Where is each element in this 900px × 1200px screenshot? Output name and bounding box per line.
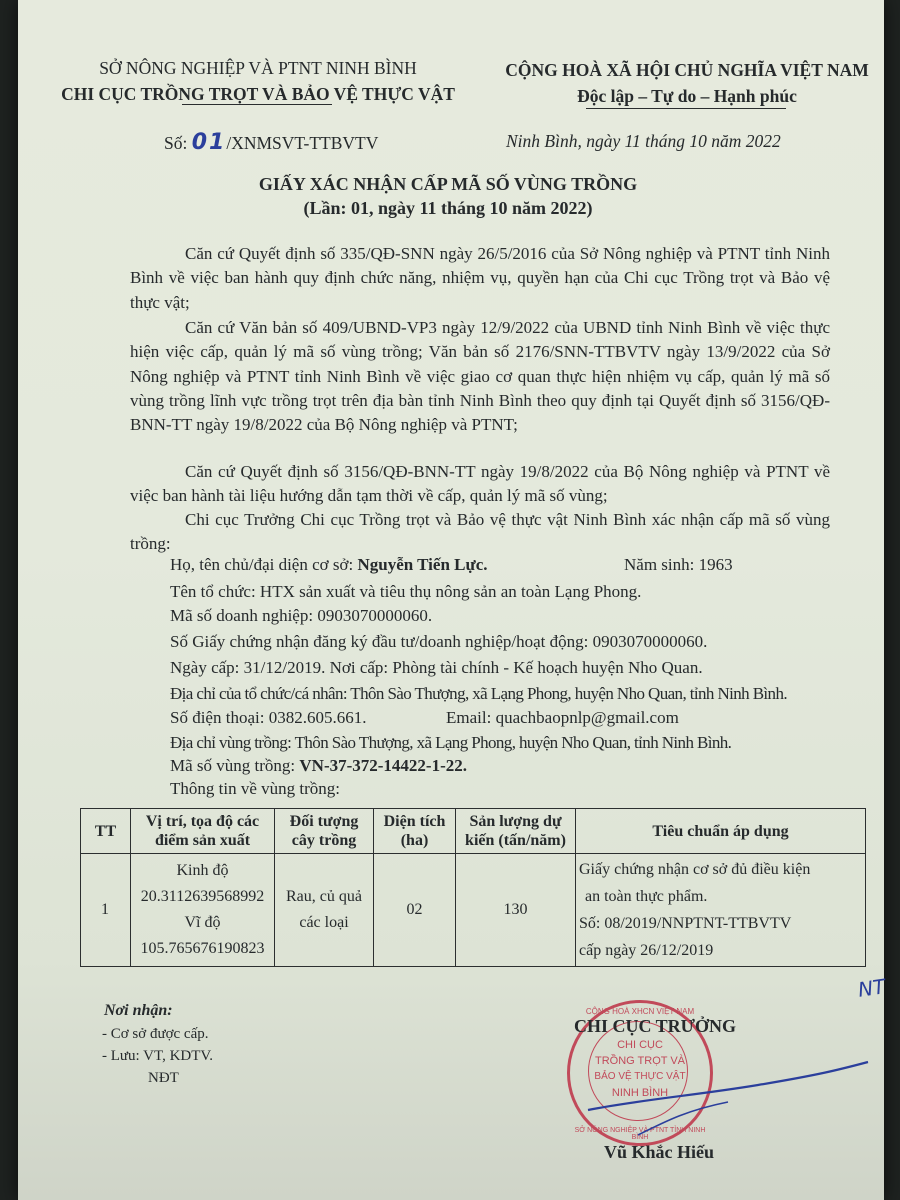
stamp-bottom-arc: SỞ NÔNG NGHIỆP VÀ PTNT TỈNH NINH BÌNH [574, 1127, 706, 1141]
margin-initials: NT [856, 974, 887, 1002]
owner-line [170, 555, 487, 575]
table-header-row [81, 809, 866, 854]
table-row [81, 854, 866, 967]
handwritten-number: 01 [191, 130, 227, 155]
recipient-item: - Lưu: VT, KDTV. [102, 1048, 214, 1064]
signature-scribble [578, 1040, 878, 1150]
birth-label: Năm sinh: [624, 555, 695, 574]
cell-standard: Giấy chứng nhận cơ sở đủ điều kiện an toàn thực phẩm. Số: 08/2019/NNPTNT-TTBVTV cấp ngày 26/12/2019 [576, 854, 866, 967]
zone-code: VN-37-372-14422-1-22. [299, 756, 467, 775]
owner-label: Họ, tên chủ/đại diện cơ sở: [170, 555, 354, 574]
legal-basis-2: Căn cứ Văn bản số 409/UBND-VP3 ngày 12/9/2022 của UBND tỉnh Ninh Bình về việc thực hiện việc cấp, quản lý mã số vùng trồng; Văn bản số 2176/SNN-TTBVTV ngày 13/9/2022 của Sở Nông nghiệp và PTNT tỉnh Ninh Bình về việc giao cơ quan thực hiện nhiệm vụ cấp, quản lý mã số vùng trồng lĩnh vực trồng trọt trên địa bàn tỉnh Ninh Bình theo quy định tại Quyết định số 3156/QĐ-BNN-TT ngày 19/8/2022 của Bộ Nông nghiệp và PTNT; [130, 318, 830, 435]
stamp-line-2: TRỒNG TRỌT VÀ [594, 1055, 686, 1067]
col-yield: Sản lượng dự kiến (tấn/năm) [456, 809, 576, 854]
motto: Độc lập – Tự do – Hạnh phúc [577, 86, 797, 106]
nation-name: CỘNG HOÀ XÃ HỘI CHỦ NGHĨA VIỆT NAM [505, 60, 869, 80]
col-location: Vị trí, tọa độ các điểm sản xuất [131, 809, 275, 854]
growing-zone-table [80, 808, 866, 967]
motto-underline [586, 108, 786, 109]
document-title: GIẤY XÁC NHẬN CẤP MÃ SỐ VÙNG TRỒNG [258, 174, 638, 194]
birth-year: 1963 [698, 555, 733, 574]
signer-name: Vũ Khắc Hiếu [604, 1142, 715, 1162]
email-address: Email: quachbaopnlp@gmail.com [446, 708, 679, 727]
stamp-top-arc: CỘNG HOÀ XHCN VIỆT NAM [585, 1007, 695, 1016]
cell-tt: 1 [81, 854, 131, 967]
owner-name: Nguyễn Tiến Lực. [357, 555, 488, 574]
number-suffix: /XNMSVT-TTBVTV [226, 133, 379, 153]
col-standard: Tiêu chuẩn áp dụng [576, 809, 866, 854]
business-code: Mã số doanh nghiệp: 0903070000060. [170, 606, 433, 625]
organization-address: Địa chỉ của tổ chức/cá nhân: Thôn Sào Thượng, xã Lạng Phong, huyện Nho Quan, tỉnh Ninh Bình. [170, 684, 788, 703]
zone-code-line [170, 756, 467, 776]
stamp-line-4: NINH BÌNH [611, 1087, 669, 1099]
document-page [18, 0, 887, 1200]
issue-info: Ngày cấp: 31/12/2019. Nơi cấp: Phòng tài chính - Kế hoạch huyện Nho Quan. [170, 658, 703, 677]
legal-basis-3: Căn cứ Quyết định số 3156/QĐ-BNN-TT ngày 19/8/2022 của Bộ Nông nghiệp và PTNT về việc ban hành tài liệu hướng dẫn tạm thời về cấp, quản lý mã số vùng; [130, 462, 830, 506]
recipient-item: - Cơ sở được cấp. [102, 1026, 209, 1042]
cell-location: Kinh độ 20.3112639568992 Vĩ độ 105.765676190823 [131, 854, 275, 967]
signer-title: CHI CỤC TRƯỞNG [574, 1016, 737, 1036]
cell-yield: 130 [456, 854, 576, 967]
drafter-initials: NĐT [148, 1070, 179, 1086]
document-subtitle: (Lần: 01, ngày 11 tháng 10 năm 2022) [303, 198, 593, 218]
number-label: Số: [164, 133, 188, 153]
place-date: Ninh Bình, ngày 11 tháng 10 năm 2022 [506, 131, 781, 151]
registration-certificate: Số Giấy chứng nhận đăng ký đầu tư/doanh nghiệp/hoạt động: 0903070000060. [170, 632, 708, 651]
legal-basis-1: Căn cứ Quyết định số 335/QĐ-SNN ngày 26/5/2016 của Sở Nông nghiệp và PTNT tỉnh Ninh Bình về việc ban hành quy định chức năng, nhiệm vụ, quyền hạn của Chi cục Trồng trọt và Bảo vệ thực vật; [130, 244, 830, 312]
confirmation-statement: Chi cục Trưởng Chi cục Trồng trọt và Bảo vệ thực vật Ninh Bình xác nhận cấp mã số vùng trồng: [130, 510, 830, 554]
cell-crop: Rau, củ quả các loại [275, 854, 374, 967]
cell-area: 02 [374, 854, 456, 967]
agency-name: CHI CỤC TRỒNG TRỌT VÀ BẢO VỆ THỰC VẬT [61, 84, 455, 104]
zone-code-label: Mã số vùng trồng: [170, 756, 296, 775]
organization-name: Tên tổ chức: HTX sản xuất và tiêu thụ nông sản an toàn Lạng Phong. [170, 582, 642, 601]
agency-underline [182, 104, 332, 105]
stamp-line-3: BẢO VỆ THỰC VẬT [594, 1071, 686, 1082]
document-number [164, 130, 378, 155]
recipients-label: Nơi nhận: [104, 1002, 173, 1019]
agency-parent: SỞ NÔNG NGHIỆP VÀ PTNT NINH BÌNH [99, 58, 417, 78]
zone-address: Địa chỉ vùng trồng: Thôn Sào Thượng, xã Lạng Phong, huyện Nho Quan, tỉnh Ninh Bình. [170, 733, 732, 752]
zone-info-label: Thông tin về vùng trồng: [170, 779, 340, 798]
col-area: Diện tích (ha) [374, 809, 456, 854]
stamp-line-1: CHI CỤC [617, 1039, 663, 1051]
col-crop: Đối tượng cây trồng [275, 809, 374, 854]
birth-year-line [624, 555, 733, 575]
col-tt: TT [81, 809, 131, 854]
phone-number: Số điện thoại: 0382.605.661. [170, 708, 367, 727]
